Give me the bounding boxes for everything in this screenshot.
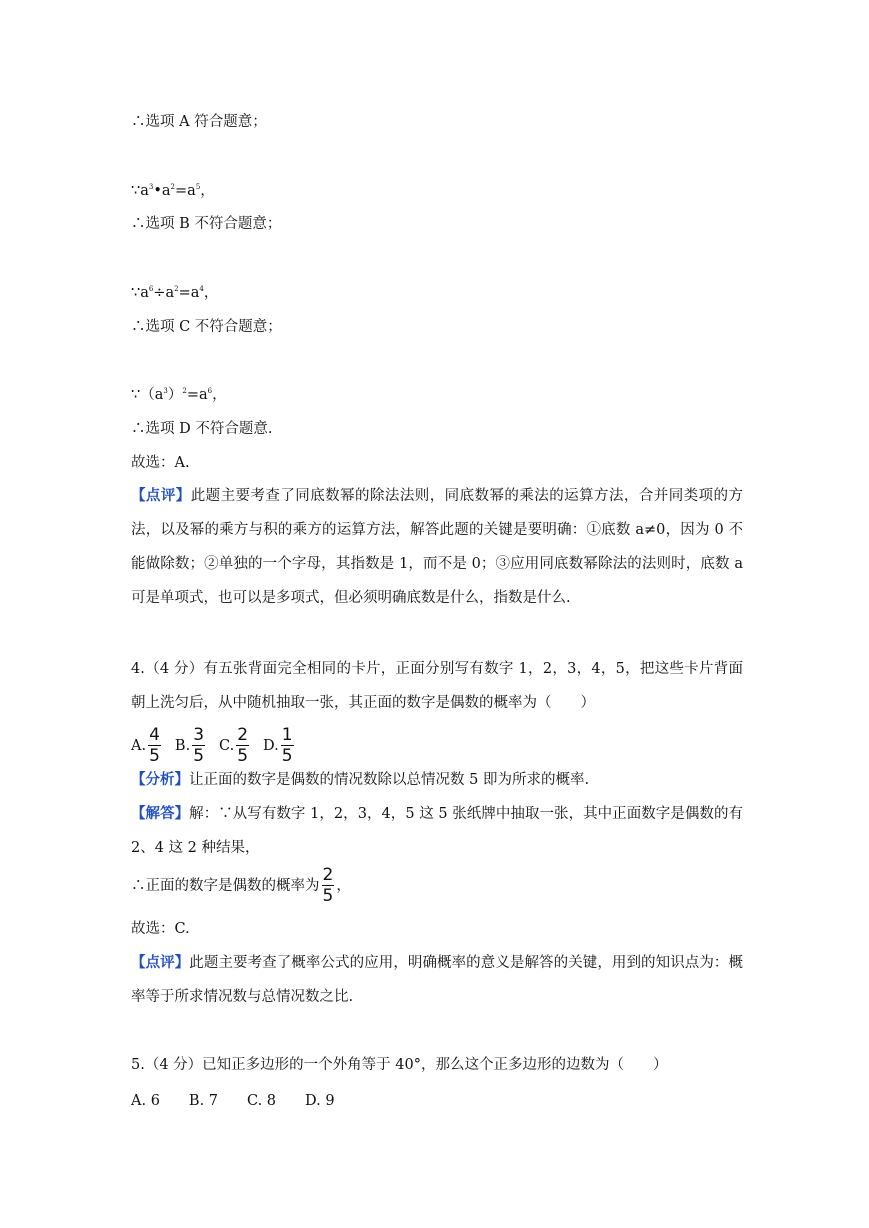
fraction: $\frac{1}{5}$ [281, 725, 293, 766]
analysis-tag: 【分析】 [131, 771, 189, 788]
q4-option-d: D. $\frac{1}{5}$ [263, 725, 293, 766]
q4-option-b: B. $\frac{3}{5}$ [174, 725, 205, 766]
solution-tag: 【解答】 [131, 805, 190, 822]
q3-option-c-conclusion: ∴选项 C 不符合题意； [131, 319, 282, 335]
q4-solution: 【解答】解：∵从写有数字 1，2，3，4，5 这 5 张纸牌中抽取一张，其中正面数字是偶数的有 2、4 这 2 种结果， [131, 805, 743, 856]
q4-option-c: C. $\frac{2}{5}$ [219, 725, 249, 766]
fraction: $\frac{3}{5}$ [193, 725, 205, 766]
q4-comment: 【点评】此题主要考查了概率公式的应用，明确概率的意义是解答的关键，用到的知识点为：概率等于所求情况数与总情况数之比. [131, 954, 744, 1005]
q3-option-c-reason: $\because a^6\div a^2=a^4$， [131, 285, 219, 301]
q4-answer: 故选：C. [131, 921, 190, 937]
q4-option-a: A. $\frac{4}{5}$ [131, 725, 160, 766]
q5-options: A. 6 B. 7 C. 8 D. 9 [131, 1093, 335, 1109]
q3-comment-text: 此题主要考查了同底数幂的除法法则，同底数幂的乘法的运算方法，合并同类项的方法，以及幂的乘方与积的乘方的运算方法，解答此题的关键是要明确：①底数 a≠0，因为 0 不能做除数；②单独的一个字母，其指数是 1，而不是 0；③应用同底数幂除法的法则时，底数 a 可是单项式，也可以是多项式，但必须明确底数是什么，指数是什么. [131, 488, 743, 606]
q4-result: ∴正面的数字是偶数的概率为 $\frac{2}{5}$ ， [131, 865, 351, 906]
q3-option-d-reason: $\because(a^3)^2=a^6$， [131, 387, 227, 403]
q3-option-b-conclusion: ∴选项 B 不符合题意； [131, 216, 282, 232]
comment-tag: 【点评】 [131, 954, 190, 971]
q4-analysis: 【分析】让正面的数字是偶数的情况数除以总情况数 5 即为所求的概率. [131, 771, 590, 788]
q4-options [131, 726, 308, 766]
q5-stem: 5.（4 分）已知正多边形的一个外角等于 40°，那么这个正多边形的边数为（ ） [131, 1057, 668, 1073]
fraction: $\frac{4}{5}$ [149, 725, 160, 766]
fraction: $\frac{2}{5}$ [237, 725, 249, 766]
q3-option-a-conclusion: ∴选项 A 符合题意； [131, 114, 267, 130]
q3-option-d-conclusion: ∴选项 D 不符合题意. [131, 421, 273, 437]
q3-comment [131, 479, 743, 615]
q4-stem: 4.（4 分）有五张背面完全相同的卡片，正面分别写有数字 1，2，3，4，5，把这些卡片背面朝上洗匀后，从中随机抽取一张，其正面的数字是偶数的概率为（ ） [131, 661, 743, 711]
q3-answer: 故选：A. [131, 455, 190, 471]
fraction: $\frac{2}{5}$ [322, 865, 334, 906]
q3-option-b-reason: $\because a^3•a^2=a^5$， [131, 183, 215, 199]
comment-tag: 【点评】 [131, 487, 191, 504]
